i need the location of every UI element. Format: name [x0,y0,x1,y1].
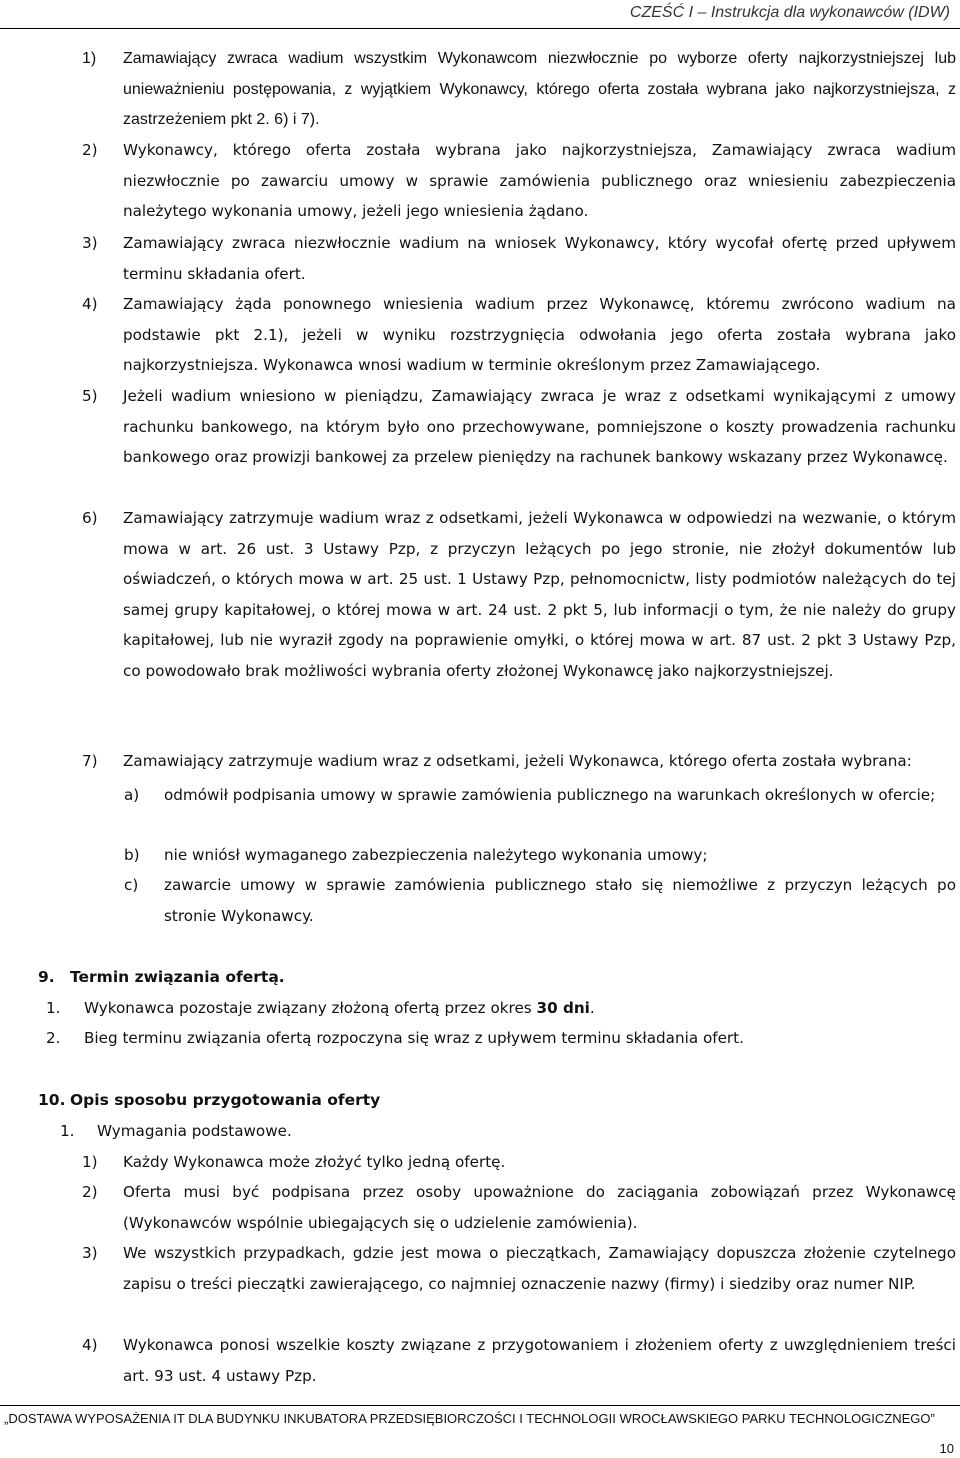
list-item-number: 6) [82,509,98,527]
list-item-text: Zamawiający żąda ponownego wniesienia wadium przez Wykonawcę, któremu zwrócono wadium na podstawie pkt 2.1), jeżeli w wyniku rozstrzygnięcia odwołania jego oferta została wybrana jako najkorzystniejsza. Wykonawca wnosi wadium w terminie określonym przez Zamawiającego. [123,295,956,374]
sub-list-item-letter: a) [124,786,140,804]
sub-heading-text: Wymagania podstawowe. [97,1122,292,1140]
page-number: 10 [939,1441,954,1456]
sub-heading-number: 1. [60,1122,75,1140]
list-item-text: Oferta musi być podpisana przez osoby upoważnione do zaciągania zobowiązań przez Wykonawcę (Wykonawców wspólnie ubiegających się o udzielenie zamówienia). [123,1183,956,1232]
footer-rule [0,1405,960,1406]
list-item-number: 1. [46,999,61,1017]
list-item-text: Zamawiający zwraca niezwłocznie wadium na wniosek Wykonawcy, który wycofał ofertę przed upływem terminu składania ofert. [123,234,956,283]
list-item-text: Wykonawca pozostaje związany złożoną ofertą przez okres 30 dni. [84,999,595,1017]
sub-list-item-text: nie wniósł wymaganego zabezpieczenia należytego wykonania umowy; [164,846,708,864]
header-rule [0,28,960,29]
list-item-text: Wykonawcy, którego oferta została wybrana jako najkorzystniejsza, Zamawiający zwraca wadium niezwłocznie po zawarciu umowy w sprawie zamówienia publicznego oraz wniesieniu zabezpieczenia należytego wykonania umowy, jeżeli jego wniesienia żądano. [123,141,956,220]
section-title: Opis sposobu przygotowania oferty [70,1091,381,1109]
list-item-number: 2. [46,1029,61,1047]
page-header-title: CZEŚĆ I – Instrukcja dla wykonawców (IDW) [629,4,950,21]
list-item-number: 4) [82,1336,98,1354]
footer-project-title: „DOSTAWA WYPOSAŻENIA IT DLA BUDYNKU INKUBATORA PRZEDSIĘBIORCZOŚCI I TECHNOLOGII WROCŁAWSKIEGO PARKU TECHNOLOGICZNEGO” [4,1411,935,1426]
list-item-number: 1) [82,50,97,67]
list-item-number: 3) [82,1244,98,1262]
list-item-text: Każdy Wykonawca może złożyć tylko jedną ofertę. [123,1153,506,1171]
list-item-number: 3) [82,234,98,252]
section-number: 9. [38,968,55,986]
list-item-text: Zamawiający zwraca wadium wszystkim Wykonawcom niezwłocznie po wyborze oferty najkorzystniejszej lub unieważnieniu postępowania, z wyjątkiem Wykonawcy, którego oferta została wybrana jako najkorzystniejsza, z zastrzeżeniem pkt 2. 6) i 7). [123,50,956,128]
list-item-number: 4) [82,295,98,313]
section-title: Termin związania ofertą. [70,968,285,986]
sub-list-item-text: odmówił podpisania umowy w sprawie zamówienia publicznego na warunkach określonych w ofercie; [164,786,936,804]
list-item-text: We wszystkich przypadkach, gdzie jest mowa o pieczątkach, Zamawiający dopuszcza złożenie czytelnego zapisu o treści pieczątki zawierającego, co najmniej oznaczenie nazwy (firmy) i siedziby oraz numer NIP. [123,1244,956,1293]
list-item-number: 5) [82,387,98,405]
section-number: 10. [38,1091,66,1109]
list-item-text: Bieg terminu związania ofertą rozpoczyna się wraz z upływem terminu składania ofert. [84,1029,744,1047]
list-item-text: Jeżeli wadium wniesiono w pieniądzu, Zamawiający zwraca je wraz z odsetkami wynikającymi z umowy rachunku bankowego, na którym było ono przechowywane, pomniejszone o koszty prowadzenia rachunku bankowego oraz prowizji bankowej za przelew pieniędzy na rachunek bankowy wskazany przez Wykonawcę. [123,387,956,466]
list-item-number: 7) [82,752,98,770]
list-item-number: 2) [82,141,98,159]
duration-value: 30 dni [536,999,590,1017]
sub-list-item-letter: b) [124,846,140,864]
list-item-number: 2) [82,1183,98,1201]
sub-list-item-text: zawarcie umowy w sprawie zamówienia publicznego stało się niemożliwe z przyczyn leżących po stronie Wykonawcy. [164,876,956,925]
list-item-text: Zamawiający zatrzymuje wadium wraz z odsetkami, jeżeli Wykonawca, którego oferta została wybrana: [123,752,912,770]
list-item-text: Wykonawca ponosi wszelkie koszty związane z przygotowaniem i złożeniem oferty z uwzględnieniem treści art. 93 ust. 4 ustawy Pzp. [123,1336,956,1385]
list-item-text: Zamawiający zatrzymuje wadium wraz z odsetkami, jeżeli Wykonawca w odpowiedzi na wezwanie, o którym mowa w art. 26 ust. 3 Ustawy Pzp, z przyczyn leżących po jego stronie, nie złożył dokumentów lub oświadczeń, o których mowa w art. 25 ust. 1 Ustawy Pzp, pełnomocnictw, listy podmiotów należących do tej samej grupy kapitałowej, o której mowa w art. 24 ust. 2 pkt 5, lub informacji o tym, że nie należy do grupy kapitałowej, lub nie wyraził zgody na poprawienie omyłki, o której mowa w art. 87 ust. 2 pkt 3 Ustawy Pzp, co powodowało brak możliwości wybrania oferty złożonej Wykonawcę jako najkorzystniejszej. [123,509,956,680]
list-item-number: 1) [82,1153,98,1171]
sub-list-item-letter: c) [124,876,139,894]
